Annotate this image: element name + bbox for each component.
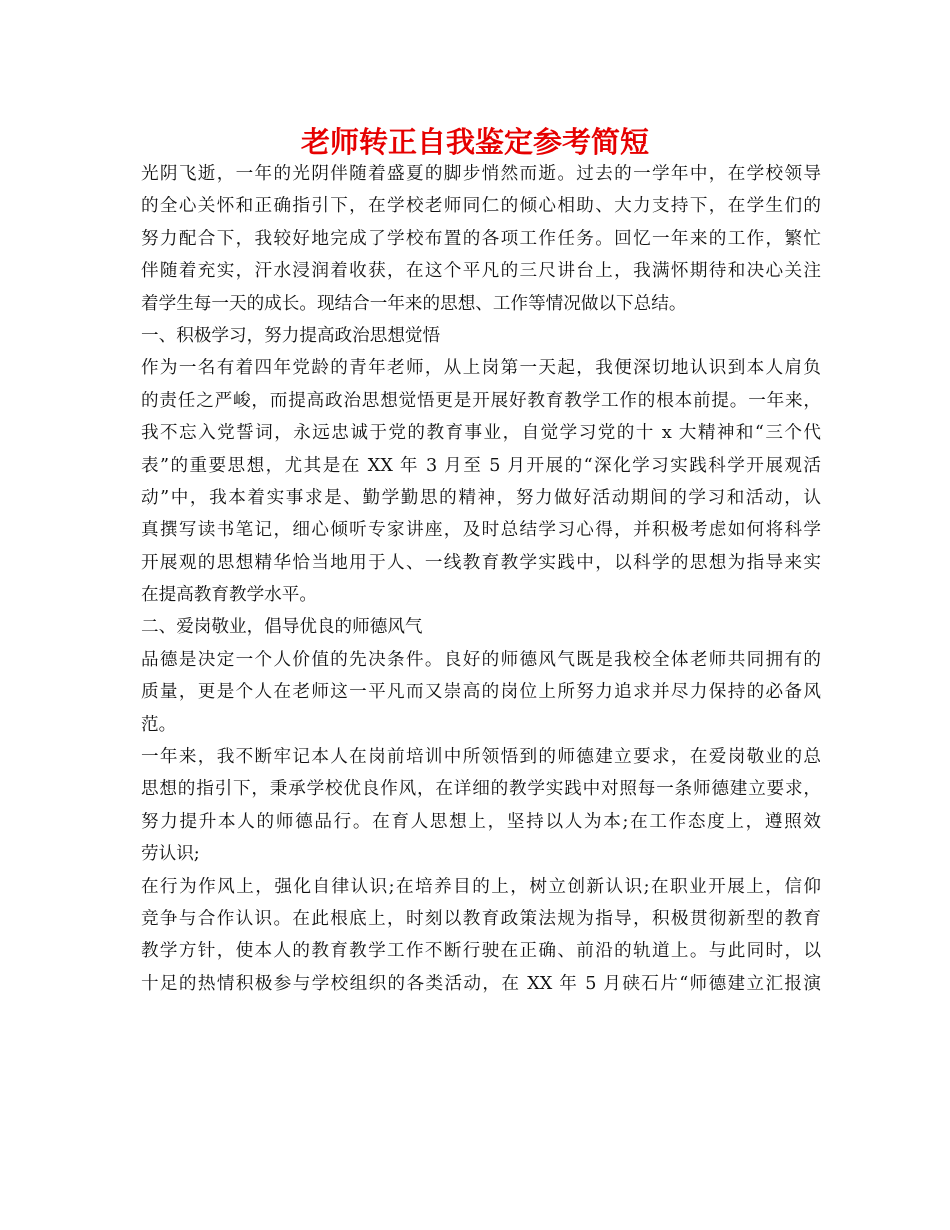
text-line: 在行为作风上，强化自律认识;在培养目的上，树立创新认识;在职业开展上，信仰 [141, 876, 821, 897]
text-line: 在提高教育教学水平。 [141, 585, 317, 606]
document-body [141, 158, 821, 1000]
text-line: 努力配合下，我较好地完成了学校布置的各项工作任务。回忆一年来的工作，繁忙 [141, 228, 821, 249]
document-title: 老师转正自我鉴定参考简短 [300, 125, 649, 159]
text-line: 质量，更是个人在老师这一平凡而又崇高的岗位上所努力追求并尽力保持的必备风 [141, 682, 821, 703]
text-line: 一、积极学习，努力提高政治思想觉悟 [141, 325, 441, 346]
text-line: 伴随着充实，汗水浸润着收获，在这个平凡的三尺讲台上，我满怀期待和决心关注 [141, 261, 821, 282]
text-line: 动”中，我本着实事求是、勤学勤思的精神，努力做好活动期间的学习和活动，认 [141, 487, 821, 508]
text-line: 我不忘入党誓词，永远忠诚于党的教育事业，自觉学习党的十 x 大精神和“三个代 [141, 423, 821, 444]
text-line: 思想的指引下，秉承学校优良作风，在详细的教学实践中对照每一条师德建立要求， [141, 779, 821, 800]
text-line: 劳认识; [141, 844, 200, 865]
text-line: 教学方针，使本人的教育教学工作不断行驶在正确、前沿的轨道上。与此同时，以 [141, 941, 821, 962]
text-line: 着学生每一天的成长。现结合一年来的思想、工作等情况做以下总结。 [141, 293, 687, 314]
text-line: 竞争与合作认识。在此根底上，时刻以教育政策法规为指导，积极贯彻新型的教育 [141, 908, 821, 929]
text-line: 一年来，我不断牢记本人在岗前培训中所领悟到的师德建立要求，在爱岗敬业的总 [141, 747, 821, 768]
text-line: 的全心关怀和正确指引下，在学校老师同仁的倾心相助、大力支持下，在学生们的 [141, 196, 821, 217]
text-line: 真撰写读书笔记，细心倾听专家讲座，及时总结学习心得，并积极考虑如何将科学 [141, 520, 821, 541]
text-line: 品德是决定一个人价值的先决条件。良好的师德风气既是我校全体老师共同拥有的 [141, 649, 821, 670]
text-line: 的责任之严峻，而提高政治思想觉悟更是开展好教育教学工作的根本前提。一年来， [141, 390, 821, 411]
text-line: 努力提升本人的师德品行。在育人思想上，坚持以人为本;在工作态度上，遵照效 [141, 811, 821, 832]
text-line: 十足的热情积极参与学校组织的各类活动，在 XX 年 5 月硖石片“师德建立汇报演 [141, 973, 821, 994]
text-line: 二、爱岗敬业，倡导优良的师德风气 [141, 617, 423, 638]
text-line: 开展观的思想精华恰当地用于人、一线教育教学实践中，以科学的思想为指导来实 [141, 552, 821, 573]
text-line: 作为一名有着四年党龄的青年老师，从上岗第一天起，我便深切地认识到本人肩负 [141, 358, 821, 379]
text-line: 表”的重要思想，尤其是在 XX 年 3 月至 5 月开展的“深化学习实践科学开展观活 [141, 455, 821, 476]
text-line: 范。 [141, 714, 177, 735]
text-line: 光阴飞逝，一年的光阴伴随着盛夏的脚步悄然而逝。过去的一学年中，在学校领导 [141, 164, 821, 184]
